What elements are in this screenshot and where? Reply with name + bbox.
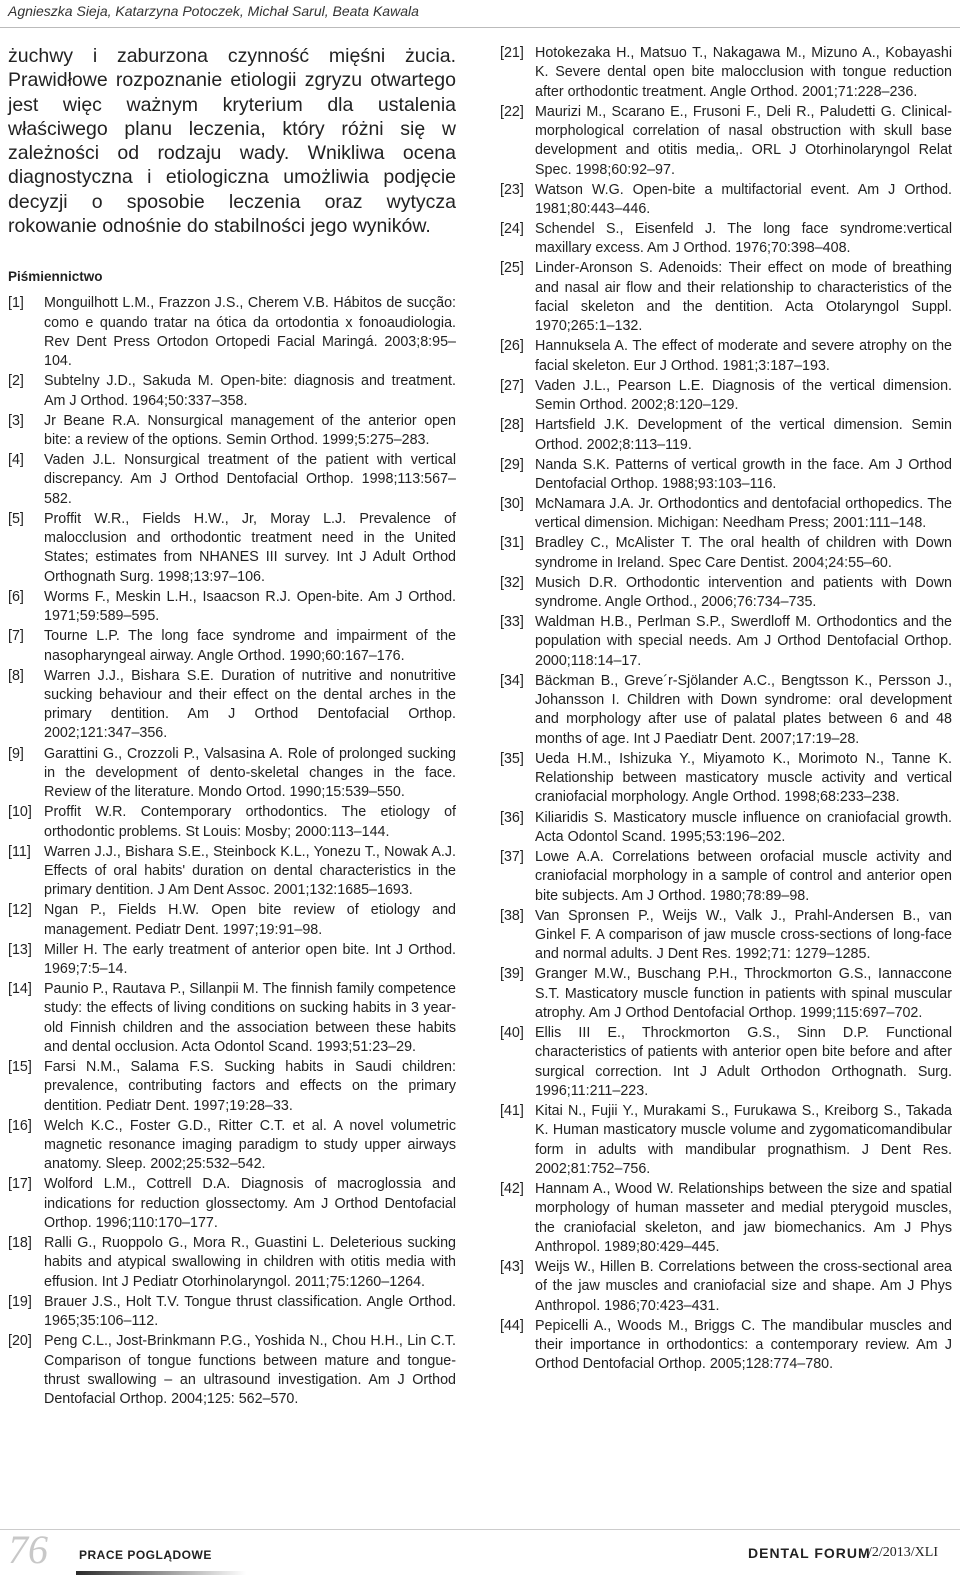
reference-item xyxy=(500,377,952,416)
reference-text: Garattini G., Crozzoli P., Valsasina A. Role of prolonged sucking in the development of dento-skeletal changes in the face. Review of the literature. Mondo Ortod. 1990;15:539–550. xyxy=(44,745,456,801)
reference-number: [11] xyxy=(8,843,31,860)
reference-number: [32] xyxy=(500,574,524,591)
reference-number: [43] xyxy=(500,1258,524,1275)
reference-number: [31] xyxy=(500,535,524,552)
reference-number: [23] xyxy=(500,181,524,198)
reference-number: [4] xyxy=(8,452,24,469)
reference-item xyxy=(500,495,952,534)
page-number: 76 xyxy=(8,1527,48,1572)
intro-paragraph: żuchwy i zaburzona czynność mięśni żucia. Prawidłowe rozpoznanie etiologii zgryzu otwartego jest więc ważnym kryterium dla ustalenia właściwego planu leczenia, który różni się w zależności od rodzaju wady. Wnikliwa ocena diagnostyczna i etiologiczna umożliwia podjęcie decyzji o sposobie leczenia oraz wytycza rokowanie odnośnie do stabilności jego wyników. xyxy=(8,45,456,238)
reference-text: Linder-Aronson S. Adenoids: Their effect on mode of breathing and nasal air flow and their relationship to characteristics of the facial skeleton and the dentition. Acta Otolaryngol Suppl. 1970;265:1–132. xyxy=(535,260,952,335)
reference-text: Lowe A.A. Correlations between orofacial muscle activity and craniofacial morphology in a sample of control and anterior open bite subjects. Am J Orthod. 1980;78:89–98. xyxy=(535,848,952,904)
reference-number: [28] xyxy=(500,417,524,434)
reference-item xyxy=(8,803,456,842)
reference-number: [22] xyxy=(500,103,524,120)
reference-number: [25] xyxy=(500,260,524,277)
journal-issue: /2/2013/XLI xyxy=(868,1545,938,1560)
reference-number: [7] xyxy=(8,628,24,645)
right-column xyxy=(500,44,952,1375)
reference-number: [19] xyxy=(8,1293,32,1310)
reference-item xyxy=(8,510,456,587)
left-column xyxy=(8,44,456,1410)
reference-item xyxy=(500,103,952,180)
reference-number: [36] xyxy=(500,809,524,826)
references-list-right xyxy=(500,44,952,1375)
reference-number: [42] xyxy=(500,1180,524,1197)
section-label: PRACE POGLĄDOWE xyxy=(79,1548,212,1562)
reference-number: [10] xyxy=(8,804,32,821)
reference-number: [18] xyxy=(8,1235,32,1252)
reference-item xyxy=(8,980,456,1057)
reference-text: Watson W.G. Open-bite a multifactorial event. Am J Orthod. 1981;80:443–446. xyxy=(535,181,952,217)
reference-item xyxy=(8,1117,456,1175)
reference-item xyxy=(8,843,456,901)
reference-text: Bäckman B., Greve´r-Sjölander A.C., Bengtsson K., Persson J., Johansson I. Children with Down syndrome: oral development and morphology after use of palatal plates between 6 and 48 months of age. Int J Paediatr Dent. 2007;17:19–28. xyxy=(535,672,952,747)
reference-number: [5] xyxy=(8,510,24,527)
reference-item xyxy=(8,1058,456,1116)
reference-item xyxy=(500,613,952,671)
reference-text: Hartsfield J.K. Development of the vertical dimension. Semin Orthod. 2002;8:113–119. xyxy=(535,417,952,453)
reference-item xyxy=(8,372,456,411)
reference-text: Monguilhott L.M., Frazzon J.S., Cherem V.B. Hábitos de sucção: como e quando tratar na ótica da ortodontia x fonoaudiologia. Rev Dent Press Ortodon Ortopedi Facial Maringá. 2003;8:95–104. xyxy=(44,295,456,370)
reference-text: Hotokezaka H., Matsuo T., Nakagawa M., Mizuno A., Kobayashi K. Severe dental open bite malocclusion with tongue reduction after orthodontic treatment. Angle Orthod. 2001;71:228–236. xyxy=(535,45,952,100)
reference-item xyxy=(500,1024,952,1101)
reference-item xyxy=(500,750,952,808)
reference-text: Miller H. The early treatment of anterior open bite. Int J Orthod. 1969;7:5–14. xyxy=(44,941,456,978)
reference-number: [16] xyxy=(8,1117,32,1134)
reference-number: [34] xyxy=(500,672,524,689)
reference-number: [26] xyxy=(500,338,524,355)
reference-text: Maurizi M., Scarano E., Frusoni F., Deli R., Paludetti G. Clinical-morphological correlation of nasal obstruction with skull base development and otitis media,. ORL J Otorhinolaryngol Relat Spec. 1998;60:92–97. xyxy=(535,103,952,178)
reference-item xyxy=(8,1293,456,1332)
reference-text: Bradley C., McAlister T. The oral health of children with Down syndrome in Ireland. Spec Care Dentist. 2004;24:55–60. xyxy=(535,535,952,571)
reference-item xyxy=(8,667,456,744)
reference-number: [20] xyxy=(8,1333,32,1350)
reference-number: [29] xyxy=(500,456,524,473)
header-divider xyxy=(0,27,960,28)
reference-number: [27] xyxy=(500,377,524,394)
reference-text: Ellis III E., Throckmorton G.S., Sinn D.P. Functional characteristics of patients with anterior open bite before and after surgical correction. Int J Adult Orthodon Orthognath. Surg. 1996;11:211–223. xyxy=(535,1024,952,1099)
reference-item xyxy=(8,901,456,940)
reference-number: [8] xyxy=(8,667,24,684)
reference-text: Van Spronsen P., Weijs W., Valk J., Prahl-Andersen B., van Ginkel F. A comparison of jaw muscle cross-sections of long-face and normal adults. J Dent Res. 1992;71: 1279–1285. xyxy=(535,907,952,963)
reference-text: Musich D.R. Orthodontic intervention and patients with Down syndrome. Angle Orthod., 2006;76:734–735. xyxy=(535,574,952,611)
references-list-left xyxy=(8,294,456,1409)
running-header-authors: Agnieszka Sieja, Katarzyna Potoczek, Michał Sarul, Beata Kawala xyxy=(8,3,419,19)
reference-item xyxy=(500,1317,952,1375)
reference-number: [38] xyxy=(500,907,524,924)
references-heading: Piśmiennictwo xyxy=(8,269,103,285)
reference-item xyxy=(500,181,952,220)
reference-text: Subtelny J.D., Sakuda M. Open-bite: diagnosis and treatment. Am J Orthod. 1964;50:337–358. xyxy=(44,373,456,409)
reference-text: Peng C.L., Jost-Brinkmann P.G., Yoshida N., Chou H.H., Lin C.T. Comparison of tongue functions between mature and tongue-thrust swallowing – an ultrasound investigation. Am J Orthod Dentofacial Orthop. 2004;125: 562–570. xyxy=(44,1333,456,1408)
reference-number: [2] xyxy=(8,373,24,390)
reference-item xyxy=(8,588,456,627)
reference-text: Welch K.C., Foster G.D., Ritter C.T. et al. A novel volumetric magnetic resonance imaging paradigm to study upper airways anatomy. Sleep. 2002;25:532–542. xyxy=(44,1117,456,1173)
reference-number: [9] xyxy=(8,745,24,762)
reference-number: [37] xyxy=(500,848,524,865)
reference-item xyxy=(500,259,952,336)
reference-number: [17] xyxy=(8,1176,32,1193)
reference-text: Warren J.J., Bishara S.E., Steinbock K.L., Yonezu T., Nowak A.J. Effects of oral habits' duration on dental characteristics in the primary dentition. J Am Dent Assoc. 2001;132:1685–1693. xyxy=(44,843,456,899)
reference-item xyxy=(500,848,952,906)
reference-item xyxy=(500,1258,952,1316)
reference-text: Ralli G., Ruoppolo G., Mora R., Guastini L. Deleterious sucking habits and atypical swallowing in children with otitis media with effusion. Int J Pediatr Otorhinolaryngol. 2011;75:1260–1264. xyxy=(44,1235,456,1290)
reference-text: Wolford L.M., Cottrell D.A. Diagnosis of macroglossia and indications for reduction glossectomy. Am J Orthod Dentofacial Orthop. 1996;110:170–177. xyxy=(44,1176,456,1232)
reference-number: [21] xyxy=(500,45,524,61)
reference-item xyxy=(500,672,952,749)
reference-text: Nanda S.K. Patterns of vertical growth in the face. Am J Orthod Dentofacial Orthop. 1988;93:103–116. xyxy=(535,456,952,492)
reference-item xyxy=(500,574,952,613)
reference-text: Paunio P., Rautava P., Sillanpii M. The finnish family competence study: the effects of living conditions on sucking habits in 3 year-old Finnish children and the association between these habits and dental occlusion. Acta Odontol Scand. 1993;51:23–29. xyxy=(44,981,456,1056)
footer-divider xyxy=(0,1529,960,1530)
reference-number: [6] xyxy=(8,588,24,605)
reference-number: [3] xyxy=(8,412,24,429)
reference-number: [44] xyxy=(500,1317,524,1334)
reference-text: Weijs W., Hillen B. Correlations between the cross-sectional area of the jaw muscles and craniofacial size and shape. Am J Phys Anthropol. 1986;70:423–431. xyxy=(535,1258,952,1314)
reference-item xyxy=(500,534,952,573)
reference-number: [12] xyxy=(8,902,32,919)
reference-number: [24] xyxy=(500,221,524,238)
reference-number: [33] xyxy=(500,614,524,631)
reference-item xyxy=(8,294,456,371)
reference-text: Brauer J.S., Holt T.V. Tongue thrust classification. Angle Orthod. 1965;35:106–112. xyxy=(44,1293,456,1330)
reference-text: Waldman H.B., Perlman S.P., Swerdloff M. Orthodontics and the population with special needs. Am J Orthod Dentofacial Orthop. 2000;118:14–17. xyxy=(535,614,952,669)
reference-text: Tourne L.P. The long face syndrome and impairment of the nasopharyngeal airway. Angle Orthod. 1990;60:167–176. xyxy=(44,628,456,664)
reference-item xyxy=(500,416,952,455)
journal-name: DENTAL FORUM xyxy=(748,1545,871,1561)
reference-item xyxy=(500,965,952,1023)
reference-text: Warren J.J., Bishara S.E. Duration of nutritive and nonutritive sucking behaviour and their effect on the dental arches in the primary dentition. Am J Orthod Dentofacial Orthop. 2002;121:347–356. xyxy=(44,667,456,742)
reference-number: [41] xyxy=(500,1102,524,1119)
reference-text: Proffit W.R. Contemporary orthodontics. The etiology of orthodontic problems. St Louis: Mosby; 2000:113–144. xyxy=(44,804,456,840)
reference-text: Ngan P., Fields H.W. Open bite review of etiology and management. Pediatr Dent. 1997;19:91–98. xyxy=(44,902,456,938)
reference-text: Proffit W.R., Fields H.W., Jr, Moray L.J. Prevalence of malocclusion and orthodontic treatment need in the United States; estimates from NHANES III survey. Int J Adult Orthod Orthognath Surg. 1998;13:97–106. xyxy=(44,510,456,585)
reference-text: Ueda H.M., Ishizuka Y., Miyamoto K., Morimoto N., Tanne K. Relationship between masticatory muscle activity and vertical craniofacial morphology. Angle Orthod. 1998;68:233–238. xyxy=(535,750,952,806)
reference-item xyxy=(8,627,456,666)
reference-number: [39] xyxy=(500,966,524,983)
reference-item xyxy=(500,456,952,495)
reference-text: Vaden J.L. Nonsurgical treatment of the patient with vertical discrepancy. Am J Orthod Dentofacial Orthop. 1998;113:567–582. xyxy=(44,452,456,507)
reference-text: Worms F., Meskin L.H., Isaacson R.J. Open-bite. Am J Orthod. 1971;59:589–595. xyxy=(44,588,456,625)
reference-text: Pepicelli A., Woods M., Briggs C. The mandibular muscles and their importance in orthodontics: a contemporary review. Am J Orthod Dentofacial Orthop. 2005;128:774–780. xyxy=(535,1317,952,1373)
reference-number: [30] xyxy=(500,496,524,512)
reference-item xyxy=(500,1180,952,1257)
reference-text: Schendel S., Eisenfeld J. The long face syndrome:vertical maxillary excess. Am J Orthod. 1976;70:398–408. xyxy=(535,221,952,257)
reference-text: Farsi N.M., Salama F.S. Sucking habits in Saudi children: prevalence, contributing factors and effects on the primary dentition. Pediatr Dent. 1997;19:28–33. xyxy=(44,1059,456,1114)
reference-item xyxy=(500,1102,952,1179)
reference-item xyxy=(8,941,456,980)
reference-number: [15] xyxy=(8,1059,32,1076)
reference-number: [14] xyxy=(8,981,32,998)
reference-item xyxy=(8,1175,456,1233)
reference-number: [1] xyxy=(8,295,24,312)
reference-number: [13] xyxy=(8,941,32,958)
reference-item xyxy=(500,809,952,848)
section-bar xyxy=(76,1571,246,1575)
reference-text: Kiliaridis S. Masticatory muscle influence on craniofacial growth. Acta Odontol Scand. 1995;53:196–202. xyxy=(535,809,952,845)
reference-text: Hannam A., Wood W. Relationships between the size and spatial morphology of human masseter and medial pterygoid muscles, the craniofacial skeleton, and jaw biomechanics. Am J Phys Anthropol. 1989;80:429–445. xyxy=(535,1180,952,1255)
reference-item xyxy=(500,337,952,376)
reference-item xyxy=(8,451,456,509)
reference-item xyxy=(8,1234,456,1292)
reference-item xyxy=(8,1332,456,1409)
reference-item xyxy=(8,745,456,803)
reference-text: Kitai N., Fujii Y., Murakami S., Furukawa S., Kreiborg S., Takada K. Human masticatory muscle volume and zygomaticomandibular form in adults with mandibular prognathism. J Dent Res. 2002;81:752–756. xyxy=(535,1102,952,1177)
reference-number: [35] xyxy=(500,750,524,767)
reference-number: [40] xyxy=(500,1024,524,1041)
reference-item xyxy=(500,907,952,965)
reference-text: Hannuksela A. The effect of moderate and severe atrophy on the facial skeleton. Eur J Orthod. 1981;3:187–193. xyxy=(535,338,952,374)
reference-text: Granger M.W., Buschang P.H., Throckmorton G.S., Iannaccone S.T. Masticatory muscle function in patients with spinal muscular atrophy. Am J Orthod Dentofacial Orthop. 1999;115:697–702. xyxy=(535,966,952,1021)
reference-item xyxy=(8,412,456,451)
reference-item xyxy=(500,220,952,259)
reference-text: Vaden J.L., Pearson L.E. Diagnosis of the vertical dimension. Semin Orthod. 2002;8:120–129. xyxy=(535,377,952,414)
reference-text: McNamara J.A. Jr. Orthodontics and dentofacial orthopedics. The vertical dimension. Michigan: Needham Press; 2001:111–148. xyxy=(535,496,952,532)
reference-item xyxy=(500,44,952,102)
reference-text: Jr Beane R.A. Nonsurgical management of the anterior open bite: a review of the options. Semin Orthod. 1999;5:275–283. xyxy=(44,412,456,449)
